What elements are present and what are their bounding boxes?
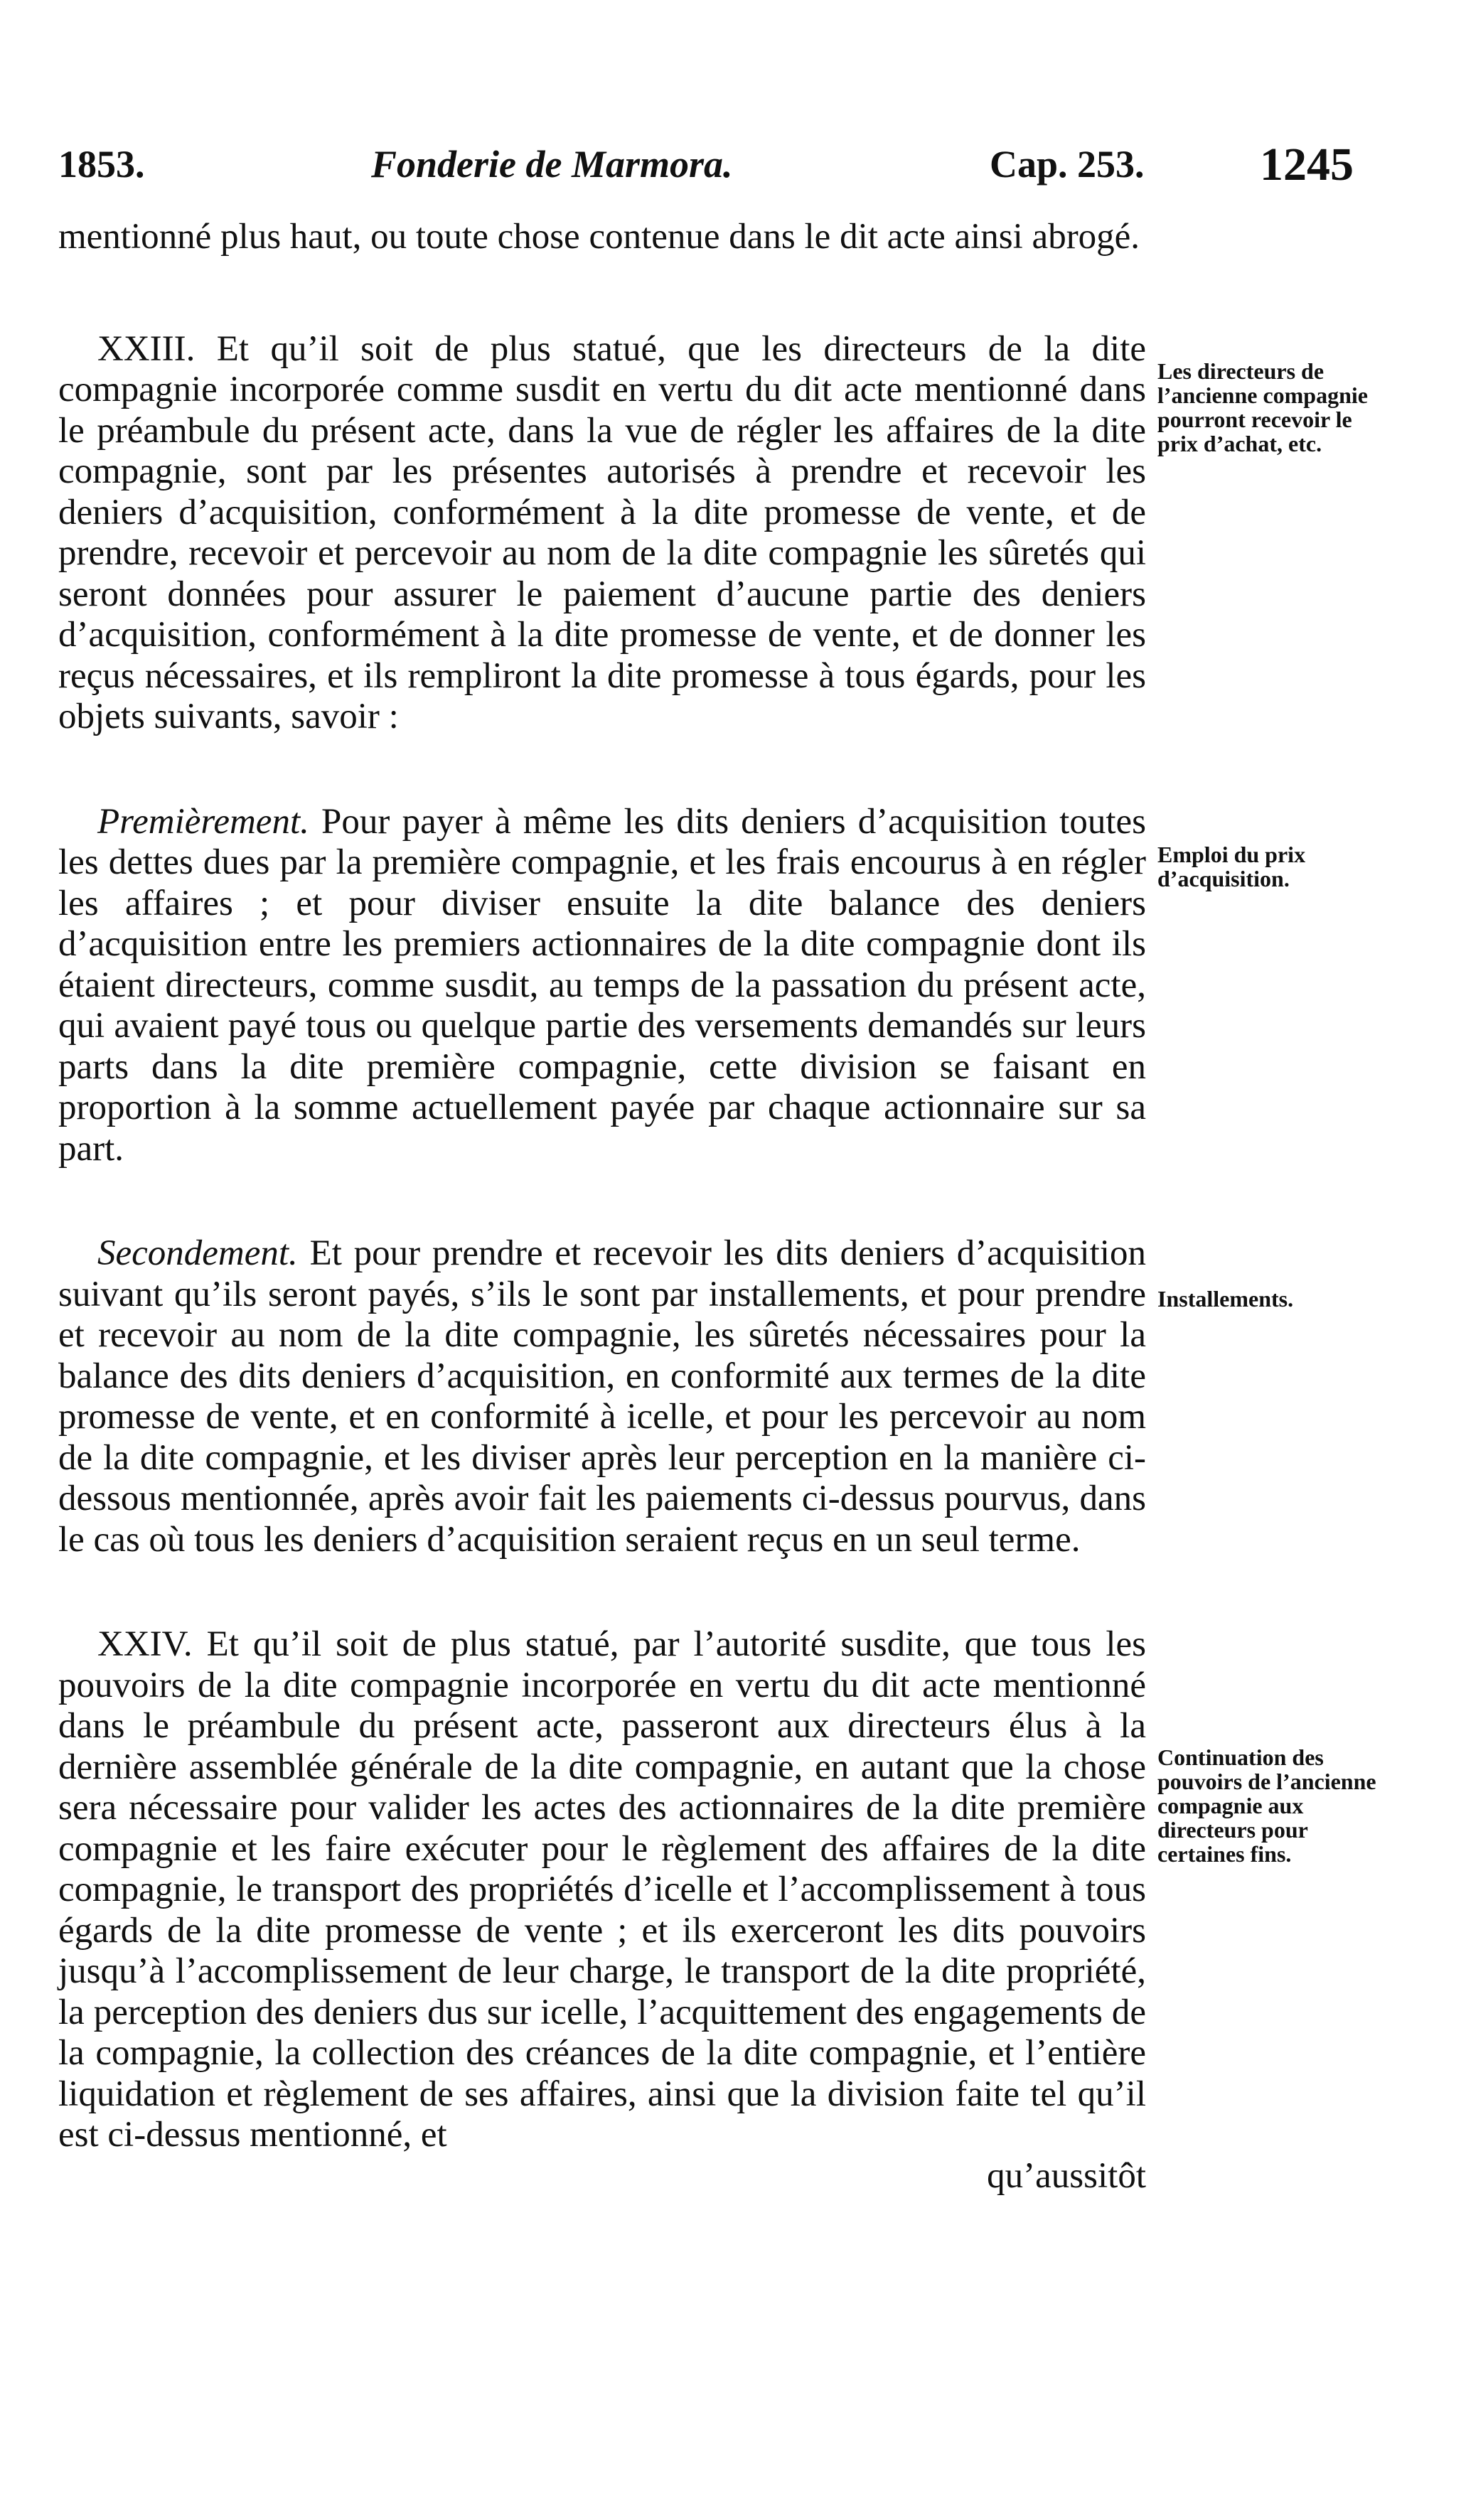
- paragraph-section-24: [58, 1624, 1146, 2156]
- catchword: qu’aussitôt: [987, 2155, 1146, 2196]
- paragraph-secondement: [58, 1233, 1146, 1560]
- main-text: [58, 217, 1146, 2197]
- paragraph-lead-word: Premièrement.: [97, 801, 309, 842]
- header-year: 1853.: [58, 143, 145, 186]
- section-number: XXIV.: [97, 1624, 193, 1664]
- paragraph-text: Et qu’il soit de plus statué, que les directeurs de la dite compagnie incorporée comme susdit en vertu du dit acte mentionné dans le préambule du présent acte, dans la vue de régler les affaires de la dite compagnie, sont par les présentes autorisés à prendre et recevoir les deniers d’acquisition, conformément à la dite promesse de vente, et de prendre, recevoir et percevoir au nom de la dite compagnie les sûretés qui seront données pour assurer le paiement d’aucune partie des deniers d’acquisition, conformément à la dite promesse de vente, et de donner les reçus nécessaires, et ils rempliront la dite promesse à tous égards, pour les objets suivants, savoir :: [58, 328, 1146, 736]
- margin-note-emploi: Emploi du prix d’acquisition.: [1157, 842, 1306, 891]
- paragraph-text: Pour payer à même les dits deniers d’acquisition toutes les dettes dues par la première compagnie, et les frais encourus à en régler les affaires ; et pour diviser ensuite la dite balance des deniers d’acquisition entre les premiers actionnaires de la dite compagnie dont ils étaient directeurs, comme susdit, au temps de la passation du présent acte, qui avaient payé tous ou quelque partie des versements demandés sur leurs parts dans la dite première compagnie, cette division se faisant en proportion à la somme actuellement payée par chaque actionnaire sur sa part.: [58, 801, 1147, 1169]
- section-number: XXIII.: [97, 328, 196, 369]
- paragraph-section-23: [58, 329, 1146, 738]
- paragraph-premierement: [58, 802, 1146, 1170]
- paragraph-text: Et pour prendre et recevoir les dits deniers d’acquisition suivant qu’ils seront payés, s’ils le sont par installements, et pour prendre et recevoir au nom de la dite compagnie, les sûretés nécessaires pour la balance des dits deniers d’acquisition, en conformité aux termes de la dite promesse de vente, et en conformité à icelle, et pour les percevoir au nom de la dite compagnie, et les diviser après leur perception en la manière ci-dessous mentionnée, après avoir fait les paiements ci-dessus pourvus, dans le cas où tous les deniers d’acquisition seraient reçus en un seul terme.: [58, 1233, 1147, 1560]
- margin-note-directeurs: Les directeurs de l’ancienne compagnie pourront recevoir le prix d’achat, etc.: [1157, 358, 1368, 456]
- page-number: 1245: [1260, 139, 1354, 191]
- margin-note-continuation: Continuation des pouvoirs de l’ancienne compagnie aux directeurs pour certaines fins.: [1157, 1744, 1376, 1867]
- paragraph-continuation: mentionné plus haut, ou toute chose contenue dans le dit acte ainsi abrogé.: [58, 217, 1140, 257]
- paragraph-lead-word: Secondement.: [97, 1233, 298, 1273]
- header-title: Fonderie de Marmora.: [371, 143, 733, 186]
- running-header: [58, 139, 1374, 199]
- margin-note-installements: Installements.: [1157, 1286, 1294, 1312]
- header-chapter: Cap. 253.: [990, 143, 1145, 186]
- paragraph-text: Et qu’il soit de plus statué, par l’autorité susdite, que tous les pouvoirs de la dite compagnie incorporée en vertu du dit acte mentionné dans le préambule du présent acte, passeront aux directeurs élus à la dernière assemblée générale de la dite compagnie, en autant que la chose sera nécessaire pour valider les actes des actionnaires de la dite première compagnie et les faire exécuter pour le règlement des affaires de la dite compagnie, le transport des propriétés d’icelle et l’accomplissement à tous égards de la dite promesse de vente ; et ils exerceront les dits pouvoirs jusqu’à l’accomplissement de leur charge, le transport de la dite propriété, la perception des deniers dus sur icelle, l’acquittement des engagements de la compagnie, la collection des créances de la dite compagnie, et l’entière liquidation et règlement de ses affaires, ainsi que la division faite tel qu’il est ci-dessus mentionné, et: [58, 1624, 1146, 2155]
